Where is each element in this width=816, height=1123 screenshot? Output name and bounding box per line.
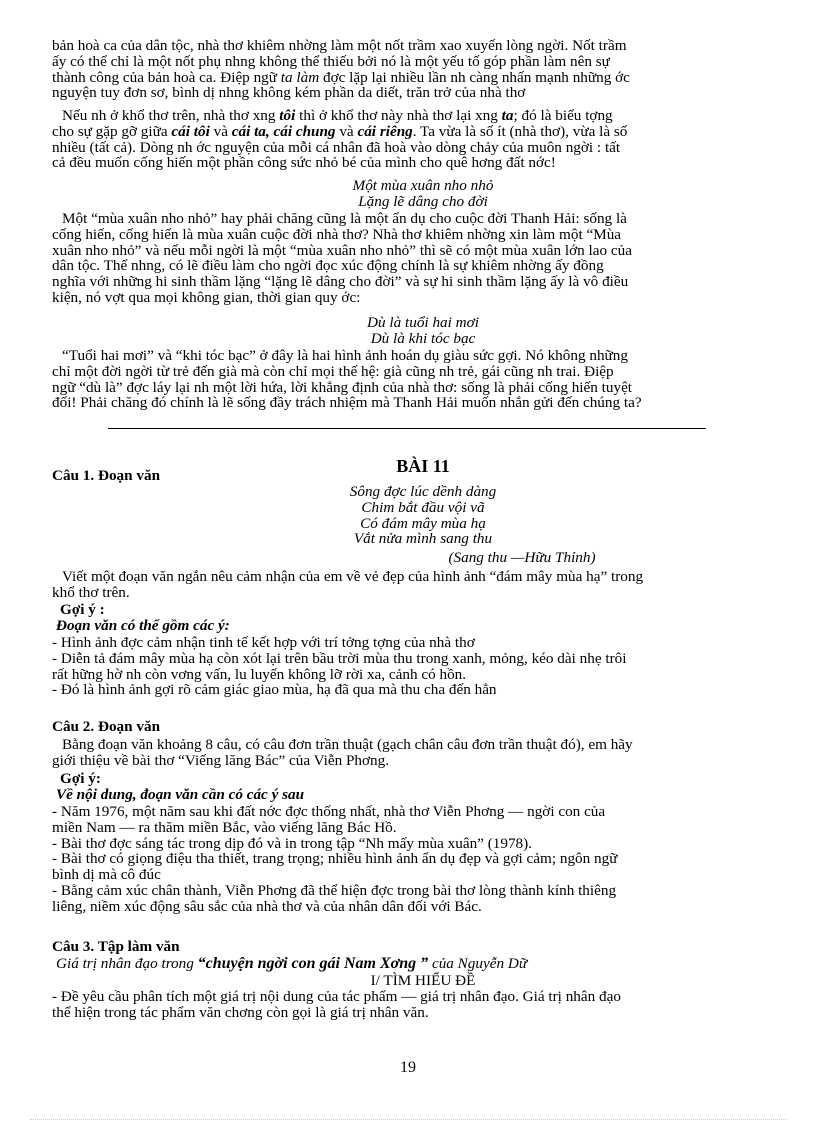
question-1-bullets: - Hình ảnh đợc cảm nhận tinh tế kết hợp với trí tởng tợng của nhà thơ - Diễn tả đám mây mùa hạ còn xót lại trên bầu trời mùa thu trong xanh, mỏng, kéo dài nhẹ trôi rất hững hờ nh còn vơng vấn, lu luyến không lỡ rời xa, cảnh có hồn. - Đó là hình ảnh gợi rõ cảm giác giao mùa, hạ đã qua mà thu cha đến hẳn bbox=[52, 634, 627, 699]
lesson-title: BÀI 11 bbox=[396, 456, 450, 476]
question-1-prompt: Viết một đoạn văn ngắn nêu cảm nhận của em về vẻ đẹp của hình ảnh “đám mây mùa hạ” trong khổ thơ trên. bbox=[52, 568, 644, 601]
question-1-heading: Câu 1. Đoạn văn bbox=[52, 467, 161, 484]
paragraph-2: Nếu nh ở khổ thơ trên, nhà thơ xng tôi thì ở khổ thơ này nhà thơ lại xng ta; đó là biểu tợng cho sự gặp gỡ giữa cái tôi và cái ta, cái chung và cái riêng. Ta vừa là số ít (nhà thơ), vừa là số nhiều (tất cả). Dòng nh ớc nguyện của mỗi cá nhân đã hoà vào dòng chảy của muôn ngời : tất cả đều muốn cống hiến một phần công sức nhỏ bé của mình cho quê hơng đất nớc! bbox=[52, 107, 628, 172]
verse-2: Dù là tuổi hai mơi Dù là khi tóc bạc bbox=[367, 314, 479, 347]
paragraph-1: bản hoà ca của dân tộc, nhà thơ khiêm nhờng làm một nốt trầm xao xuyến lòng ngời. Nốt trầm ấy có thể chỉ là một nốt phụ nhng không thể thiếu bởi nó là một yếu tố góp phần làm nên sự thành công của bản hoà ca. Điệp ngữ ta làm đợc lặp lại nhiều lần nh càng nhấn mạnh những ớc nguyện tuy đơn sơ, bình dị nhng không kém phần da diết, trăn trở của nhà thơ bbox=[52, 37, 630, 102]
paragraph-3: Một “mùa xuân nho nhỏ” hay phải chăng cũng là một ẩn dụ cho cuộc đời Thanh Hải: sống là cống hiến, cống hiến là mùa xuân cuộc đời nhà thơ? Nhà thơ khiêm nhờng xin làm một “Mùa xuân nho nhỏ” và nếu mỗi ngời là một “mùa xuân nho nhỏ” thì sẽ có một mùa xuân lớn lao của dân tộc. Thế nhng, có lẽ điều làm cho ngời đọc xúc động chính là sự khiêm nhờng ấy đồng nghĩa với những hi sinh thầm lặng “lặng lẽ dâng cho đời” và sự hi sinh thầm lặng ấy là vô điều kiện, nó vợt qua mọi không gian, thời gian quy ớc: bbox=[52, 210, 632, 306]
question-2-hint-label: Gợi ý: bbox=[60, 770, 101, 787]
verse-1: Một mùa xuân nho nhỏ Lặng lẽ dâng cho đời bbox=[352, 177, 494, 210]
paragraph-4: “Tuổi hai mơi” và “khi tóc bạc” ở đây là hai hình ảnh hoán dụ giàu sức gợi. Nó không những chỉ một đời ngời từ trẻ đến già mà còn chỉ mọi thế hệ: già cũng nh trẻ, gái cũng nh trai. Điệp ngữ “dù là” đợc láy lại nh một lời hứa, lời khẳng định của nhà thơ: sống là phải cống hiến tuyệt đối! Phải chăng đó chính là lẽ sống đầy trách nhiệm mà Thanh Hải muốn nhắn gửi đến chúng ta? bbox=[52, 347, 642, 412]
question-1-hint-sub: Đoạn văn có thể gồm các ý: bbox=[56, 617, 230, 634]
poem-source: (Sang thu —Hữu Thỉnh) bbox=[448, 549, 596, 566]
question-3-heading: Câu 3. Tập làm văn bbox=[52, 938, 180, 955]
question-1-hint-label: Gợi ý : bbox=[60, 601, 105, 618]
question-2-heading: Câu 2. Đoạn văn bbox=[52, 718, 161, 735]
footer-rule bbox=[30, 1119, 786, 1120]
poem-excerpt: Sông đợc lúc dềnh dàng Chim bắt đầu vội vã Có đám mây mùa hạ Vắt nửa mình sang thu bbox=[349, 483, 497, 548]
section-heading-understand-topic: I/ TÌM HIỂU ĐỀ bbox=[370, 972, 476, 989]
question-2-hint-sub: Về nội dung, đoạn văn cần có các ý sau bbox=[56, 786, 305, 803]
page-number: 19 bbox=[400, 1059, 416, 1076]
section-divider bbox=[108, 428, 706, 429]
question-2-prompt: Bằng đoạn văn khoảng 8 câu, có câu đơn trần thuật (gạch chân câu đơn trần thuật đó), em hãy giới thiệu về bài thơ “Viếng lăng Bác” của Viễn Phơng. bbox=[52, 736, 633, 769]
question-3-body: - Đề yêu cầu phân tích một giá trị nội dung của tác phẩm — giá trị nhân đạo. Giá trị nhân đạo thể hiện trong tác phẩm văn chơng còn gọi là giá trị nhân văn. bbox=[52, 988, 621, 1021]
question-2-bullets: - Năm 1976, một năm sau khi đất nớc đợc thống nhất, nhà thơ Viễn Phơng — ngời con của miền Nam — ra thăm miền Bắc, vào viếng lăng Bác Hồ. - Bài thơ đợc sáng tác trong dịp đó và in trong tập “Nh mấy mùa xuân” (1978). - Bài thơ có giọng điệu tha thiết, trang trọng; nhiều hình ảnh ẩn dụ đẹp và gợi cảm; ngôn ngữ bình dị mà cô đúc - Bằng cảm xúc chân thành, Viễn Phơng đã thể hiện đợc trong bài thơ lòng thành kính thiêng liêng, niềm xúc động sâu sắc của nhà thơ và của nhân dân đối với Bác. bbox=[52, 803, 618, 915]
question-3-topic: Giá trị nhân đạo trong “chuyện ngời con gái Nam Xơng ” của Nguyễn Dữ bbox=[56, 955, 528, 972]
